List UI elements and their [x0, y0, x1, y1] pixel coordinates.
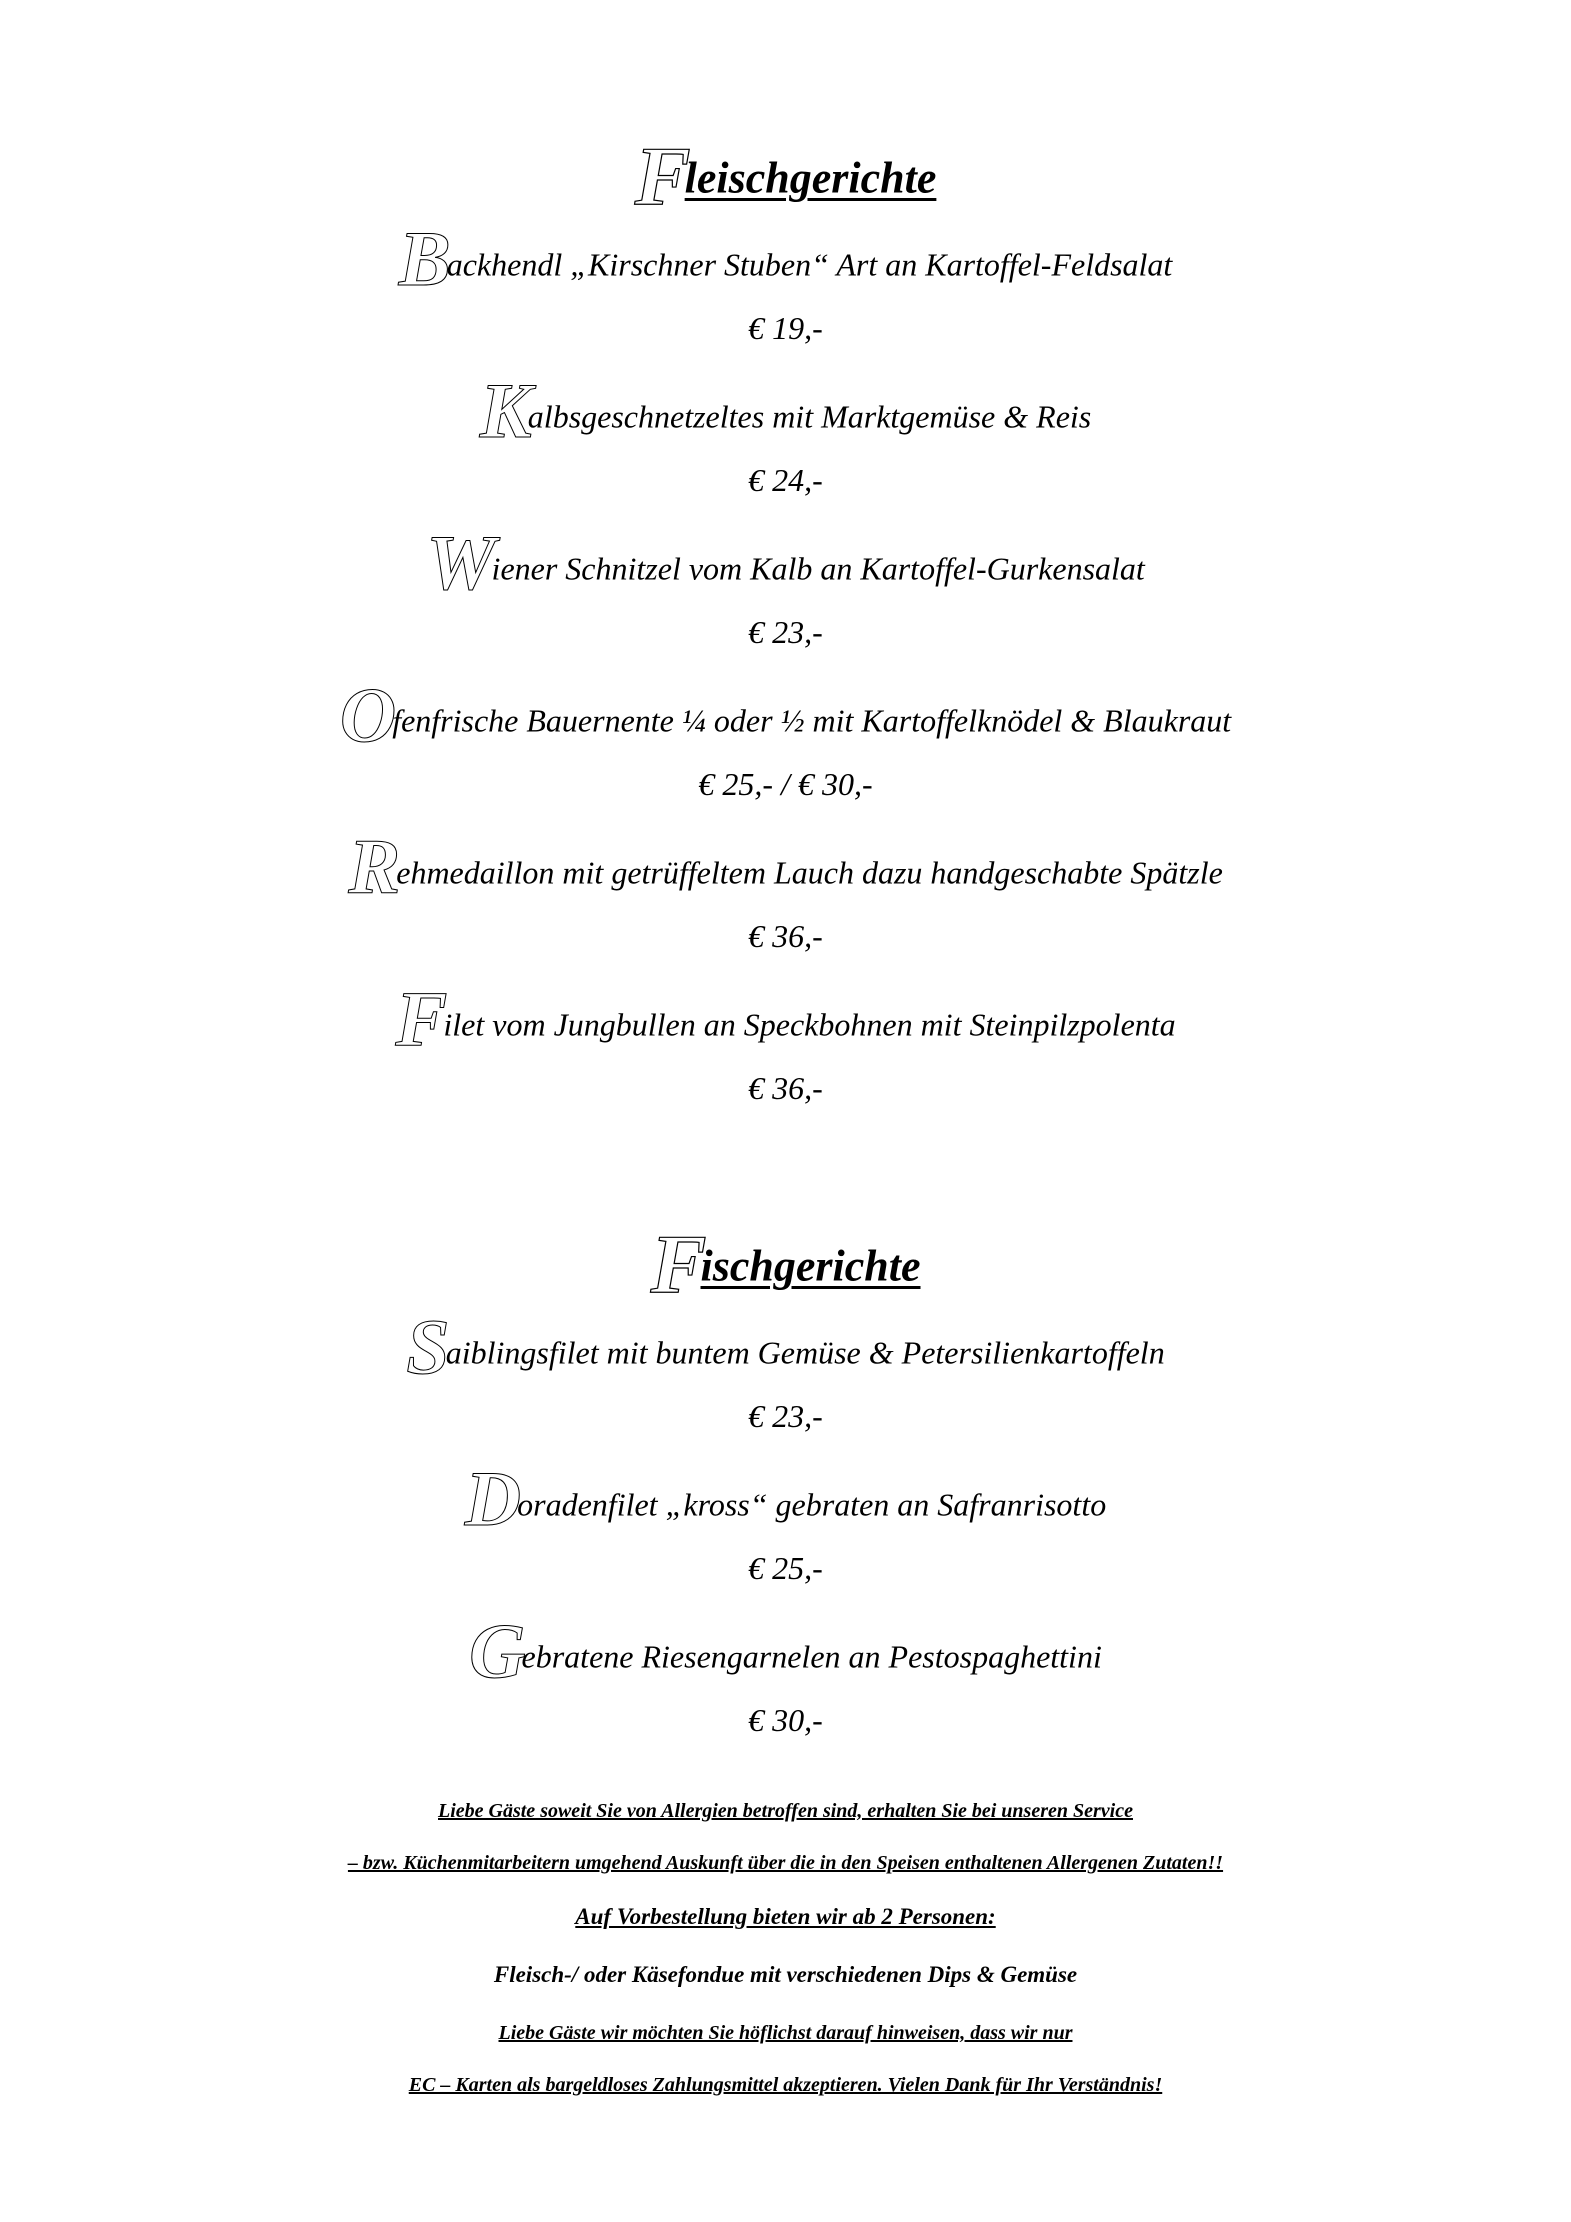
preorder-note: Auf Vorbestellung bieten wir ab 2 Personen: [575, 1904, 996, 1929]
dish-name: albsgeschnetzeltes mit Marktgemüse & Reis [527, 398, 1092, 435]
dish-item [0, 215, 1571, 302]
title-rest: leischgerichte [684, 153, 937, 203]
dish-item [0, 367, 1571, 454]
dish-name: ilet vom Jungbullen an Speckbohnen mit Steinpilzpolenta [443, 1006, 1176, 1043]
dish-initial: W [426, 519, 496, 606]
section-title-fish [0, 1216, 1571, 1313]
title-initial: F [634, 130, 691, 223]
dish-name: aiblingsfilet mit buntem Gemüse & Petersilienkartoffeln [445, 1334, 1165, 1371]
dish-item [0, 671, 1571, 758]
dish-name: ackhendl „Kirschner Stuben“ Art an Kartoffel-Feldsalat [446, 246, 1173, 283]
dish-initial: B [398, 215, 451, 302]
dish-name: oradenfilet „kross“ gebraten an Safranrisotto [517, 1486, 1107, 1523]
dish-item [0, 1607, 1571, 1694]
dish-item [0, 519, 1571, 606]
dish-price: € 25,- [748, 1550, 823, 1586]
dish-initial: S [406, 1303, 450, 1390]
dish-item [0, 823, 1571, 910]
dish-initial: O [339, 671, 397, 758]
dish-item [0, 975, 1571, 1062]
dish-initial: D [464, 1455, 522, 1542]
allergy-note-line1: Liebe Gäste soweit Sie von Allergien betroffen sind, erhalten Sie bei unseren Service [438, 1800, 1133, 1822]
dish-initial: F [395, 975, 448, 1062]
dish-price: € 24,- [748, 462, 823, 498]
dish-initial: G [469, 1607, 526, 1694]
dish-name: iener Schnitzel vom Kalb an Kartoffel-Gurkensalat [491, 550, 1145, 587]
dish-price: € 36,- [748, 918, 823, 954]
title-initial: F [650, 1218, 707, 1311]
dish-price: € 23,- [748, 1398, 823, 1434]
dish-name: ebratene Riesengarnelen an Pestospaghettini [521, 1638, 1102, 1675]
allergy-note-line2: – bzw. Küchenmitarbeitern umgehend Auskunft über die in den Speisen enthaltenen Allergenen Zutaten!! [347, 1852, 1224, 1874]
title-rest: ischgerichte [700, 1241, 921, 1291]
fondue-note: Fleisch-/ oder Käsefondue mit verschiedenen Dips & Gemüse [493, 1962, 1078, 1987]
dish-price: € 23,- [748, 614, 823, 650]
payment-note-line1: Liebe Gäste wir möchten Sie höflichst darauf hinweisen, dass wir nur [498, 2022, 1073, 2044]
dish-name: ehmedaillon mit getrüffeltem Lauch dazu handgeschabte Spätzle [396, 854, 1223, 891]
dish-initial: R [348, 823, 401, 910]
dish-price: € 25,- / € 30,- [698, 766, 873, 802]
dish-item [0, 1303, 1571, 1390]
dish-initial: K [479, 367, 532, 454]
dish-name: fenfrische Bauernente ¼ oder ½ mit Kartoffelknödel & Blaukraut [392, 702, 1232, 739]
dish-price: € 19,- [748, 310, 823, 346]
section-title-meat [0, 128, 1571, 225]
dish-price: € 36,- [748, 1070, 823, 1106]
dish-price: € 30,- [748, 1702, 823, 1738]
payment-note-line2: EC – Karten als bargeldloses Zahlungsmittel akzeptieren. Vielen Dank für Ihr Verständnis! [408, 2074, 1163, 2096]
dish-item [0, 1455, 1571, 1542]
